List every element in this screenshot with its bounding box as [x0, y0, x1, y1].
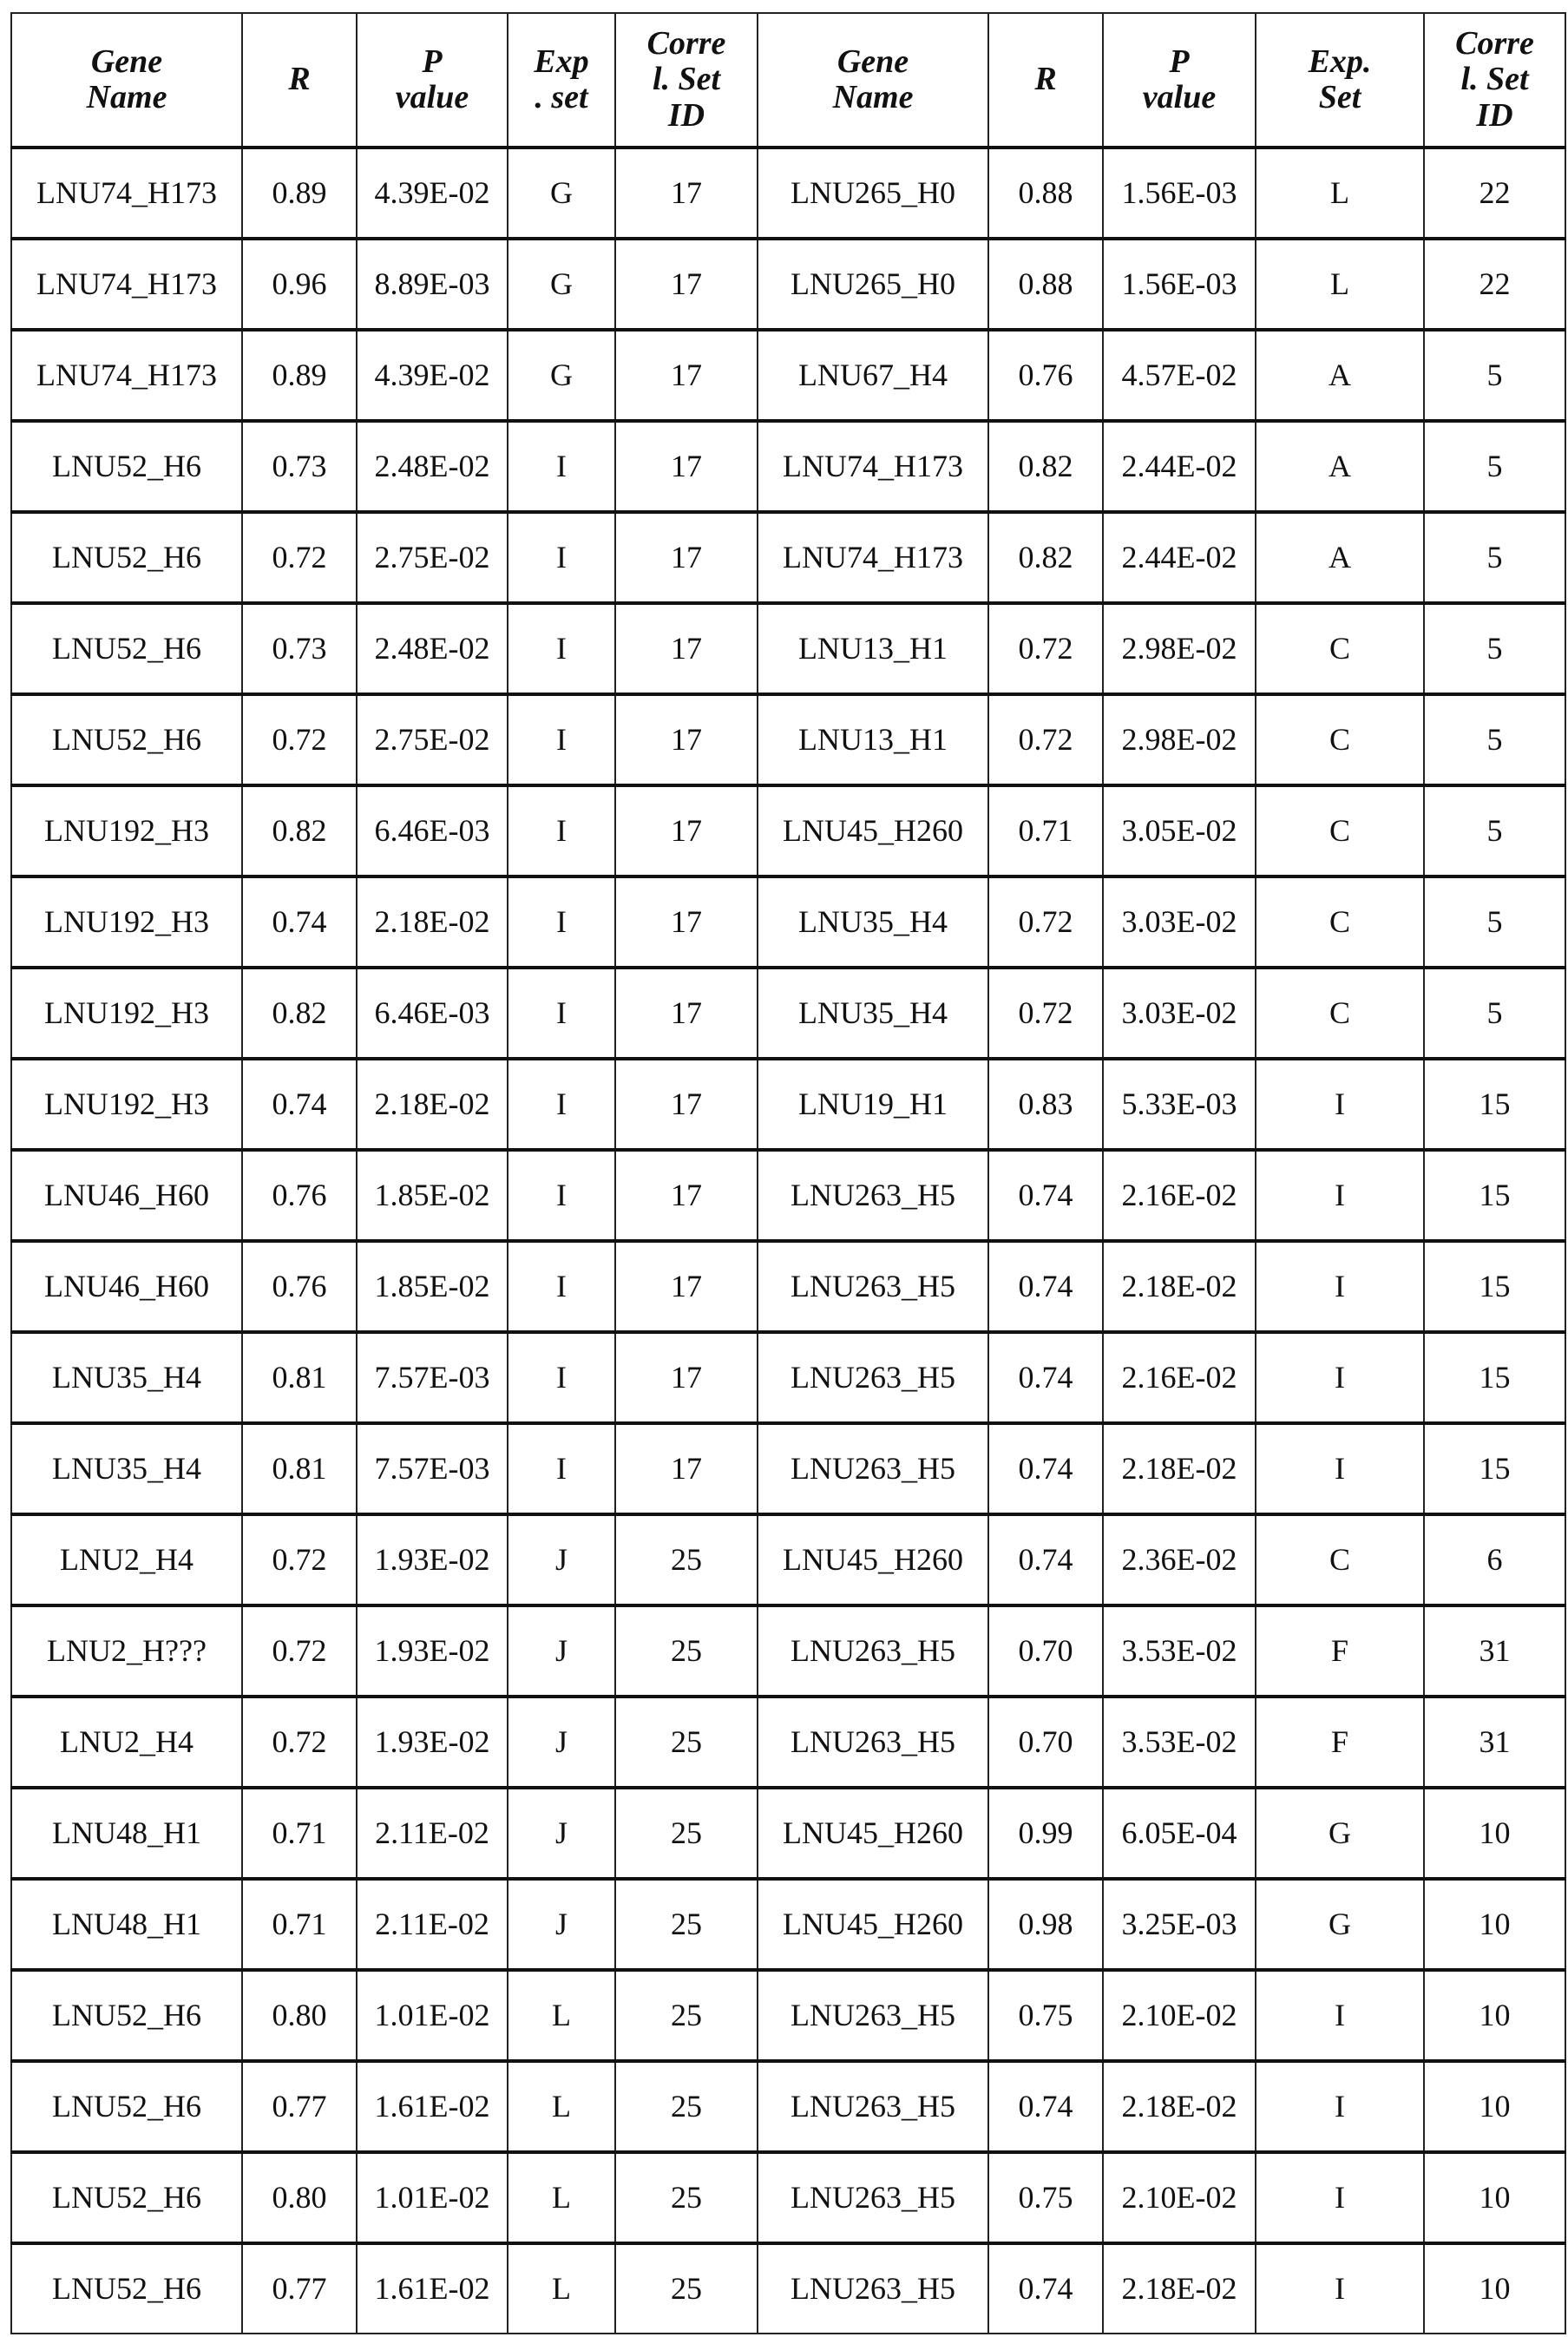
exp-set-cell: I: [508, 1059, 615, 1150]
p-value-cell: 1.61E-02: [357, 2243, 508, 2334]
p-value-cell: 2.75E-02: [357, 694, 508, 785]
table-row: [11, 694, 1565, 785]
gene-name-2-cell: LNU45_H260: [758, 1514, 988, 1605]
p-value-2-cell: 2.98E-02: [1103, 694, 1256, 785]
r-value-cell: 0.72: [242, 1514, 357, 1605]
gene-name-2-cell: LNU74_H173: [758, 512, 988, 603]
correl-set-id-cell: 17: [615, 239, 758, 330]
r-value-2-cell: 0.88: [988, 148, 1103, 239]
p-value-cell: 2.18E-02: [357, 876, 508, 968]
r-value-2-cell: 0.83: [988, 1059, 1103, 1150]
p-value-cell: 6.46E-03: [357, 785, 508, 876]
table-row: [11, 1059, 1565, 1150]
gene-name-2-cell: LNU35_H4: [758, 876, 988, 968]
r-value-2-cell: 0.88: [988, 239, 1103, 330]
r-value-2-cell: 0.76: [988, 330, 1103, 421]
p-value-2-cell: 5.33E-03: [1103, 1059, 1256, 1150]
correl-set-id-cell: 17: [615, 1423, 758, 1514]
gene-name-cell: LNU52_H6: [11, 2243, 242, 2334]
exp-set-cell: J: [508, 1697, 615, 1788]
gene-name-cell: LNU2_H???: [11, 1605, 242, 1697]
correl-set-id-cell: 17: [615, 1150, 758, 1241]
table-row: [11, 1423, 1565, 1514]
table-row: [11, 1241, 1565, 1332]
gene-name-cell: LNU192_H3: [11, 876, 242, 968]
p-value-2-cell: 2.18E-02: [1103, 2243, 1256, 2334]
correl-set-id-2-cell: 15: [1424, 1332, 1565, 1423]
table-row: [11, 148, 1565, 239]
gene-name-2-cell: LNU263_H5: [758, 1332, 988, 1423]
exp-set-2-cell: L: [1256, 148, 1424, 239]
correl-set-id-2-cell: 10: [1424, 2243, 1565, 2334]
r-value-cell: 0.71: [242, 1879, 357, 1970]
exp-set-2-cell: I: [1256, 1423, 1424, 1514]
p-value-cell: 6.46E-03: [357, 968, 508, 1059]
gene-name-cell: LNU52_H6: [11, 2152, 242, 2243]
header-line: P: [1169, 43, 1190, 80]
table-row: [11, 1150, 1565, 1241]
p-value-cell: 1.93E-02: [357, 1605, 508, 1697]
header-row: [11, 13, 1565, 148]
p-value-2-cell: 3.05E-02: [1103, 785, 1256, 876]
table-row: [11, 785, 1565, 876]
r-value-cell: 0.72: [242, 694, 357, 785]
gene-name-2-cell: LNU35_H4: [758, 968, 988, 1059]
table-row: [11, 1332, 1565, 1423]
header-line: Exp: [534, 43, 589, 80]
r-value-2-cell: 0.71: [988, 785, 1103, 876]
gene-name-2-cell: LNU263_H5: [758, 2243, 988, 2334]
correl-set-id-2-cell: 10: [1424, 1788, 1565, 1879]
table-row: [11, 2243, 1565, 2334]
exp-set-2-cell: C: [1256, 1514, 1424, 1605]
exp-set-cell: I: [508, 1150, 615, 1241]
exp-set-2-cell: G: [1256, 1788, 1424, 1879]
header-line: l. Set: [652, 61, 721, 98]
r-value-2-cell: 0.82: [988, 421, 1103, 512]
exp-set-cell: G: [508, 239, 615, 330]
exp-set-2-cell: A: [1256, 421, 1424, 512]
r-value-cell: 0.89: [242, 148, 357, 239]
correl-set-id-2-cell: 5: [1424, 603, 1565, 694]
table-row: [11, 421, 1565, 512]
p-value-cell: 1.85E-02: [357, 1150, 508, 1241]
exp-set-cell: I: [508, 421, 615, 512]
p-value-2-cell: 2.36E-02: [1103, 1514, 1256, 1605]
exp-set-2-cell: C: [1256, 603, 1424, 694]
p-value-cell: 7.57E-03: [357, 1332, 508, 1423]
p-value-2-cell: 1.56E-03: [1103, 239, 1256, 330]
p-value-cell: 1.61E-02: [357, 2061, 508, 2152]
header-line: l. Set: [1460, 61, 1529, 98]
gene-name-header: [11, 13, 242, 148]
p-value-2-cell: 2.10E-02: [1103, 1970, 1256, 2061]
r-value-2-cell: 0.74: [988, 2061, 1103, 2152]
r-value-2-cell: 0.74: [988, 1423, 1103, 1514]
r-value-cell: 0.74: [242, 1059, 357, 1150]
header-line: Name: [832, 79, 914, 115]
header-line: Exp.: [1308, 43, 1372, 80]
gene-name-cell: LNU52_H6: [11, 2061, 242, 2152]
p-value-2-cell: 2.16E-02: [1103, 1150, 1256, 1241]
exp-set-2-cell: I: [1256, 1970, 1424, 2061]
gene-name-header-2: [758, 13, 988, 148]
exp-set-2-cell: A: [1256, 512, 1424, 603]
correl-set-id-2-cell: 31: [1424, 1697, 1565, 1788]
gene-name-2-cell: LNU13_H1: [758, 694, 988, 785]
correl-set-id-2-cell: 5: [1424, 421, 1565, 512]
table-row: [11, 1970, 1565, 2061]
correl-set-id-cell: 25: [615, 1514, 758, 1605]
gene-name-cell: LNU74_H173: [11, 330, 242, 421]
p-value-2-cell: 2.98E-02: [1103, 603, 1256, 694]
gene-name-cell: LNU2_H4: [11, 1697, 242, 1788]
p-value-2-cell: 3.25E-03: [1103, 1879, 1256, 1970]
r-value-cell: 0.73: [242, 603, 357, 694]
exp-set-2-cell: I: [1256, 1332, 1424, 1423]
exp-set-2-cell: I: [1256, 2243, 1424, 2334]
header-line: Gene: [836, 43, 909, 80]
correl-set-id-2-cell: 15: [1424, 1423, 1565, 1514]
r-value-2-cell: 0.98: [988, 1879, 1103, 1970]
correl-set-id-cell: 17: [615, 968, 758, 1059]
r-value-2-cell: 0.72: [988, 968, 1103, 1059]
header-line: Corre: [1455, 25, 1534, 62]
exp-set-2-cell: I: [1256, 1150, 1424, 1241]
p-value-2-cell: 3.03E-02: [1103, 876, 1256, 968]
header-line: . set: [535, 79, 588, 115]
p-value-cell: 2.18E-02: [357, 1059, 508, 1150]
gene-name-2-cell: LNU263_H5: [758, 1605, 988, 1697]
r-value-2-cell: 0.75: [988, 1970, 1103, 2061]
r-value-cell: 0.80: [242, 1970, 357, 2061]
exp-set-cell: J: [508, 1788, 615, 1879]
r-value-cell: 0.76: [242, 1241, 357, 1332]
gene-name-cell: LNU52_H6: [11, 421, 242, 512]
correl-set-id-cell: 25: [615, 2243, 758, 2334]
p-value-2-cell: 1.56E-03: [1103, 148, 1256, 239]
exp-set-header: [508, 13, 615, 148]
p-value-2-cell: 6.05E-04: [1103, 1788, 1256, 1879]
exp-set-cell: J: [508, 1879, 615, 1970]
exp-set-cell: G: [508, 330, 615, 421]
exp-set-cell: G: [508, 148, 615, 239]
r-value-cell: 0.81: [242, 1332, 357, 1423]
r-value-cell: 0.74: [242, 876, 357, 968]
p-value-2-cell: 4.57E-02: [1103, 330, 1256, 421]
p-value-cell: 7.57E-03: [357, 1423, 508, 1514]
gene-name-cell: LNU52_H6: [11, 603, 242, 694]
gene-name-cell: LNU192_H3: [11, 968, 242, 1059]
exp-set-2-cell: G: [1256, 1879, 1424, 1970]
r-value-cell: 0.76: [242, 1150, 357, 1241]
p-value-2-cell: 3.53E-02: [1103, 1697, 1256, 1788]
table-row: [11, 2152, 1565, 2243]
correl-set-id-header: [615, 13, 758, 148]
correl-set-id-cell: 17: [615, 785, 758, 876]
correl-set-id-2-cell: 22: [1424, 239, 1565, 330]
table-row: [11, 2061, 1565, 2152]
correl-set-id-cell: 25: [615, 1879, 758, 1970]
exp-set-2-cell: I: [1256, 2061, 1424, 2152]
header-line: value: [395, 79, 469, 115]
exp-set-2-cell: F: [1256, 1605, 1424, 1697]
header-line: Set: [1318, 79, 1361, 115]
gene-name-2-cell: LNU19_H1: [758, 1059, 988, 1150]
correl-set-id-2-cell: 5: [1424, 330, 1565, 421]
correl-set-id-cell: 17: [615, 330, 758, 421]
correl-set-id-cell: 17: [615, 512, 758, 603]
correl-set-id-2-cell: 5: [1424, 968, 1565, 1059]
table-row: [11, 1605, 1565, 1697]
correl-set-id-2-cell: 5: [1424, 876, 1565, 968]
gene-name-2-cell: LNU45_H260: [758, 1879, 988, 1970]
gene-name-2-cell: LNU45_H260: [758, 785, 988, 876]
gene-name-cell: LNU2_H4: [11, 1514, 242, 1605]
p-value-2-cell: 2.18E-02: [1103, 1423, 1256, 1514]
header-line: value: [1142, 79, 1217, 115]
r-value-2-cell: 0.70: [988, 1697, 1103, 1788]
r-value-cell: 0.82: [242, 968, 357, 1059]
r-value-2-cell: 0.74: [988, 1150, 1103, 1241]
correl-set-id-cell: 17: [615, 421, 758, 512]
p-value-header-2: [1103, 13, 1256, 148]
p-value-cell: 4.39E-02: [357, 148, 508, 239]
correl-set-id-cell: 17: [615, 876, 758, 968]
header-line: P: [422, 43, 443, 80]
p-value-cell: 8.89E-03: [357, 239, 508, 330]
r-value-cell: 0.96: [242, 239, 357, 330]
exp-set-cell: J: [508, 1605, 615, 1697]
r-value-cell: 0.72: [242, 1605, 357, 1697]
correl-set-id-2-cell: 5: [1424, 694, 1565, 785]
correl-set-id-2-cell: 15: [1424, 1241, 1565, 1332]
gene-name-2-cell: LNU263_H5: [758, 1423, 988, 1514]
gene-name-2-cell: LNU263_H5: [758, 2152, 988, 2243]
header-line: Name: [86, 79, 167, 115]
r-value-cell: 0.72: [242, 1697, 357, 1788]
gene-name-2-cell: LNU263_H5: [758, 1697, 988, 1788]
exp-set-2-cell: C: [1256, 876, 1424, 968]
header-line: Gene: [90, 43, 163, 80]
exp-set-cell: L: [508, 2061, 615, 2152]
exp-set-2-cell: I: [1256, 1059, 1424, 1150]
r-value-cell: 0.80: [242, 2152, 357, 2243]
table-row: [11, 876, 1565, 968]
p-value-2-cell: 3.53E-02: [1103, 1605, 1256, 1697]
table-row: [11, 1697, 1565, 1788]
gene-name-2-cell: LNU263_H5: [758, 1241, 988, 1332]
p-value-cell: 2.75E-02: [357, 512, 508, 603]
correl-set-id-cell: 25: [615, 1970, 758, 2061]
r-value-2-cell: 0.74: [988, 1332, 1103, 1423]
gene-name-2-cell: LNU265_H0: [758, 239, 988, 330]
gene-name-2-cell: LNU45_H260: [758, 1788, 988, 1879]
r-value-2-cell: 0.74: [988, 1514, 1103, 1605]
p-value-cell: 1.01E-02: [357, 1970, 508, 2061]
correl-set-id-cell: 25: [615, 2152, 758, 2243]
correlation-table: [10, 12, 1566, 2334]
exp-set-2-cell: A: [1256, 330, 1424, 421]
p-value-cell: 2.11E-02: [357, 1879, 508, 1970]
r-header-2: [988, 13, 1103, 148]
exp-set-2-cell: C: [1256, 968, 1424, 1059]
correl-set-id-cell: 17: [615, 1332, 758, 1423]
correl-set-id-cell: 17: [615, 148, 758, 239]
p-value-2-cell: 2.44E-02: [1103, 512, 1256, 603]
p-value-cell: 1.85E-02: [357, 1241, 508, 1332]
gene-name-cell: LNU192_H3: [11, 785, 242, 876]
gene-name-2-cell: LNU263_H5: [758, 2061, 988, 2152]
p-value-cell: 2.48E-02: [357, 603, 508, 694]
p-value-cell: 2.48E-02: [357, 421, 508, 512]
gene-name-cell: LNU74_H173: [11, 239, 242, 330]
correl-set-id-cell: 17: [615, 694, 758, 785]
header-line: R: [1034, 61, 1057, 98]
p-value-2-cell: 2.18E-02: [1103, 1241, 1256, 1332]
correl-set-id-2-cell: 10: [1424, 1970, 1565, 2061]
exp-set-cell: I: [508, 694, 615, 785]
correl-set-id-2-cell: 10: [1424, 2152, 1565, 2243]
correl-set-id-cell: 25: [615, 1605, 758, 1697]
r-value-cell: 0.81: [242, 1423, 357, 1514]
exp-set-cell: L: [508, 1970, 615, 2061]
correl-set-id-cell: 25: [615, 1788, 758, 1879]
gene-name-cell: LNU52_H6: [11, 694, 242, 785]
correl-set-id-2-cell: 31: [1424, 1605, 1565, 1697]
correl-set-id-2-cell: 6: [1424, 1514, 1565, 1605]
r-value-2-cell: 0.99: [988, 1788, 1103, 1879]
r-value-2-cell: 0.74: [988, 2243, 1103, 2334]
table-row: [11, 512, 1565, 603]
correl-set-id-2-cell: 22: [1424, 148, 1565, 239]
correl-set-id-cell: 17: [615, 1059, 758, 1150]
correl-set-id-2-cell: 10: [1424, 1879, 1565, 1970]
gene-name-cell: LNU46_H60: [11, 1150, 242, 1241]
gene-name-cell: LNU52_H6: [11, 1970, 242, 2061]
correl-set-id-cell: 17: [615, 1241, 758, 1332]
gene-name-2-cell: LNU74_H173: [758, 421, 988, 512]
exp-set-cell: L: [508, 2243, 615, 2334]
correl-set-id-2-cell: 15: [1424, 1059, 1565, 1150]
gene-name-cell: LNU48_H1: [11, 1879, 242, 1970]
p-value-cell: 1.93E-02: [357, 1514, 508, 1605]
p-value-cell: 2.11E-02: [357, 1788, 508, 1879]
exp-set-2-cell: I: [1256, 2152, 1424, 2243]
gene-name-2-cell: LNU13_H1: [758, 603, 988, 694]
correl-set-id-cell: 25: [615, 2061, 758, 2152]
header-line: Corre: [646, 25, 726, 62]
exp-set-2-cell: L: [1256, 239, 1424, 330]
exp-set-2-cell: C: [1256, 785, 1424, 876]
gene-name-2-cell: LNU67_H4: [758, 330, 988, 421]
gene-name-cell: LNU35_H4: [11, 1332, 242, 1423]
correl-set-id-2-cell: 15: [1424, 1150, 1565, 1241]
correl-set-id-cell: 25: [615, 1697, 758, 1788]
r-value-cell: 0.73: [242, 421, 357, 512]
gene-name-cell: LNU46_H60: [11, 1241, 242, 1332]
exp-set-cell: I: [508, 968, 615, 1059]
p-value-2-cell: 2.10E-02: [1103, 2152, 1256, 2243]
gene-name-cell: LNU192_H3: [11, 1059, 242, 1150]
header-line: ID: [667, 96, 705, 134]
table-row: [11, 603, 1565, 694]
table-row: [11, 968, 1565, 1059]
gene-name-cell: LNU35_H4: [11, 1423, 242, 1514]
gene-name-2-cell: LNU263_H5: [758, 1150, 988, 1241]
exp-set-2-cell: C: [1256, 694, 1424, 785]
p-value-cell: 1.93E-02: [357, 1697, 508, 1788]
exp-set-header-2: [1256, 13, 1424, 148]
r-value-2-cell: 0.75: [988, 2152, 1103, 2243]
r-value-cell: 0.77: [242, 2243, 357, 2334]
gene-name-cell: LNU52_H6: [11, 512, 242, 603]
correl-set-id-2-cell: 5: [1424, 785, 1565, 876]
r-value-2-cell: 0.74: [988, 1241, 1103, 1332]
p-value-cell: 1.01E-02: [357, 2152, 508, 2243]
correl-set-id-2-cell: 10: [1424, 2061, 1565, 2152]
exp-set-cell: I: [508, 512, 615, 603]
exp-set-cell: I: [508, 1241, 615, 1332]
p-value-header: [357, 13, 508, 148]
r-value-cell: 0.77: [242, 2061, 357, 2152]
r-value-cell: 0.72: [242, 512, 357, 603]
r-value-2-cell: 0.70: [988, 1605, 1103, 1697]
p-value-2-cell: 2.44E-02: [1103, 421, 1256, 512]
gene-name-2-cell: LNU263_H5: [758, 1970, 988, 2061]
r-value-2-cell: 0.82: [988, 512, 1103, 603]
r-value-cell: 0.89: [242, 330, 357, 421]
exp-set-2-cell: F: [1256, 1697, 1424, 1788]
r-value-cell: 0.82: [242, 785, 357, 876]
p-value-2-cell: 3.03E-02: [1103, 968, 1256, 1059]
table-row: [11, 239, 1565, 330]
r-value-cell: 0.71: [242, 1788, 357, 1879]
table-row: [11, 330, 1565, 421]
table-row: [11, 1879, 1565, 1970]
correl-set-id-2-cell: 5: [1424, 512, 1565, 603]
exp-set-cell: I: [508, 1332, 615, 1423]
correl-set-id-cell: 17: [615, 603, 758, 694]
r-value-2-cell: 0.72: [988, 694, 1103, 785]
exp-set-cell: I: [508, 1423, 615, 1514]
p-value-2-cell: 2.18E-02: [1103, 2061, 1256, 2152]
table-row: [11, 1788, 1565, 1879]
r-header: [242, 13, 357, 148]
exp-set-cell: J: [508, 1514, 615, 1605]
gene-name-cell: LNU74_H173: [11, 148, 242, 239]
exp-set-cell: I: [508, 603, 615, 694]
table-body: [11, 148, 1565, 2334]
r-value-2-cell: 0.72: [988, 876, 1103, 968]
gene-name-cell: LNU48_H1: [11, 1788, 242, 1879]
table-row: [11, 1514, 1565, 1605]
correl-set-id-header-2: [1424, 13, 1565, 148]
header-line: ID: [1476, 96, 1513, 134]
exp-set-2-cell: I: [1256, 1241, 1424, 1332]
exp-set-cell: I: [508, 785, 615, 876]
exp-set-cell: I: [508, 876, 615, 968]
p-value-cell: 4.39E-02: [357, 330, 508, 421]
r-value-2-cell: 0.72: [988, 603, 1103, 694]
exp-set-cell: L: [508, 2152, 615, 2243]
header-line: R: [288, 61, 311, 98]
p-value-2-cell: 2.16E-02: [1103, 1332, 1256, 1423]
gene-name-2-cell: LNU265_H0: [758, 148, 988, 239]
